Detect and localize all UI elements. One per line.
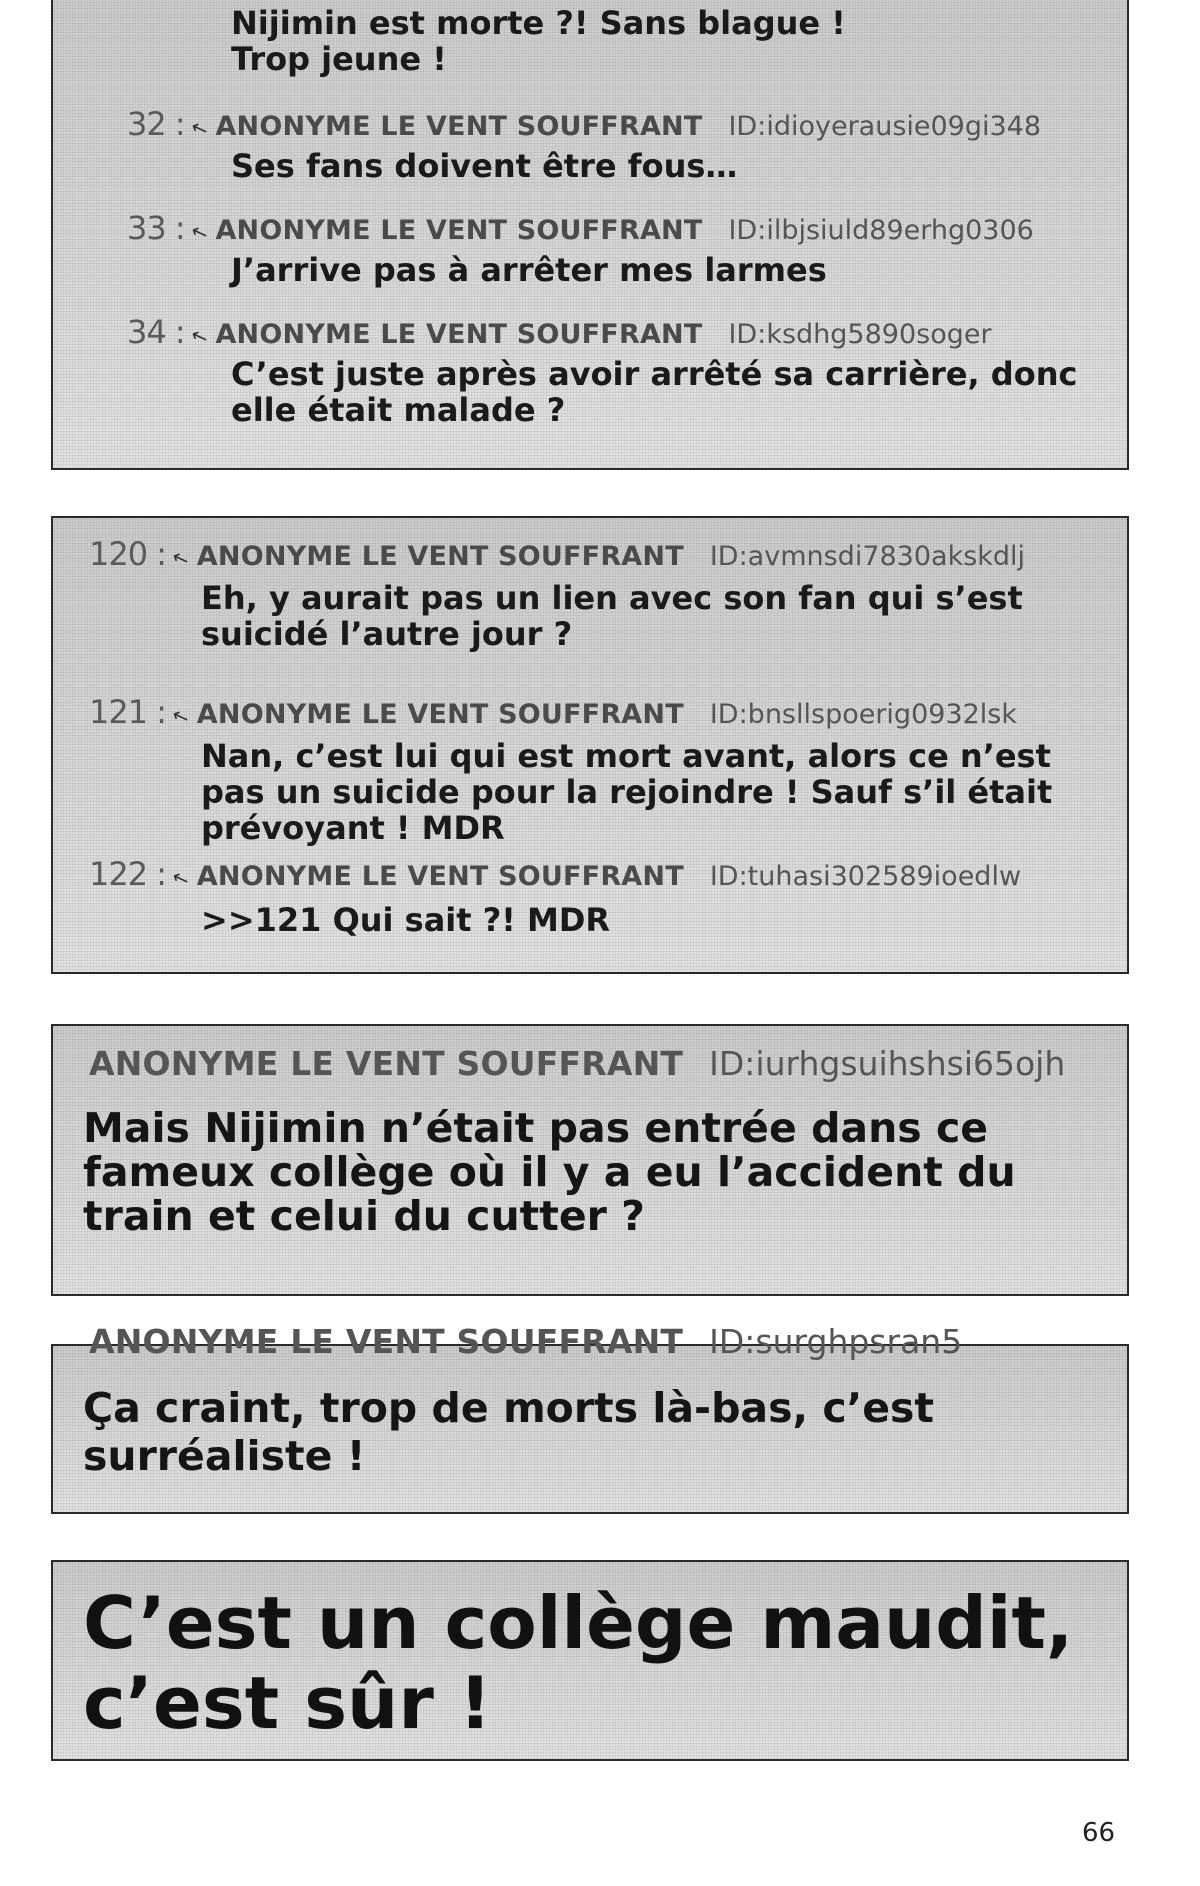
poster-id: ID:iurhgsuihshsi65ojh [709,1044,1066,1083]
poster-name: ANONYME LE VENT SOUFFRANT [196,699,684,730]
message-line: surréaliste ! [83,1432,366,1480]
post-header [127,313,992,352]
post-number: 32 : [127,105,185,143]
message-line: J’arrive pas à arrêter mes larmes [231,251,827,289]
reply-arrow-icon[interactable]: ↖ [168,863,193,893]
message-line: train et celui du cutter ? [83,1192,645,1240]
reply-arrow-icon[interactable]: ↖ [187,217,212,247]
post-header [127,105,1042,144]
comment-panel-4 [51,1322,1129,1514]
poster-name: ANONYME LE VENT SOUFFRANT [215,319,703,350]
post-number: 33 : [127,209,185,247]
message-line: C’est juste après avoir arrêté sa carrière, donc [231,355,1078,393]
post-header [89,1044,1065,1084]
post-number: 120 : [89,535,167,573]
poster-id: ID:ksdhg5890soger [728,319,992,350]
poster-id: ID:bnsllspoerig0932lsk [709,699,1017,730]
post-header [89,535,1026,574]
message-line: C’est un collège maudit, [83,1581,1074,1665]
message-line: c’est sûr ! [83,1661,492,1745]
comment-panel-3 [51,1024,1129,1296]
message-line: >>121 Qui sait ?! MDR [201,901,611,939]
message-line: prévoyant ! MDR [201,809,505,847]
reply-arrow-icon[interactable]: ↖ [168,701,193,731]
message-line: Eh, y aurait pas un lien avec son fan qui s’est [201,579,1023,617]
poster-name: ANONYME LE VENT SOUFFRANT [196,861,684,892]
poster-name: ANONYME LE VENT SOUFFRANT [196,541,684,572]
poster-id: ID:ilbjsiuld89erhg0306 [728,215,1034,246]
message-line: Trop jeune ! [231,40,447,78]
poster-name: ANONYME LE VENT SOUFFRANT [89,1044,684,1083]
post-header [127,209,1034,248]
page-number: 66 [1082,1818,1116,1848]
reply-arrow-icon[interactable]: ↖ [187,113,212,143]
poster-id: ID:idioyerausie09gi348 [728,111,1042,142]
message-line: fameux collège où il y a eu l’accident du [83,1148,1016,1196]
message-line: elle était malade ? [231,391,566,429]
poster-id: ID:tuhasi302589ioedlw [709,861,1022,892]
post-header [89,1322,962,1362]
poster-name: ANONYME LE VENT SOUFFRANT [215,215,703,246]
poster-name: ANONYME LE VENT SOUFFRANT [89,1322,684,1361]
message-line: Nan, c’est lui qui est mort avant, alors ce n’est [201,737,1051,775]
post-number: 121 : [89,693,167,731]
poster-id: ID:avmnsdi7830akskdlj [709,541,1026,572]
message-line: suicidé l’autre jour ? [201,615,573,653]
message-line: Nijimin est morte ?! Sans blague ! [231,4,846,42]
message-line: Mais Nijimin n’était pas entrée dans ce [83,1104,989,1152]
comment-panel-1 [51,0,1129,470]
reply-arrow-icon[interactable]: ↖ [168,543,193,573]
message-line: pas un suicide pour la rejoindre ! Sauf s’il était [201,773,1053,811]
poster-name: ANONYME LE VENT SOUFFRANT [215,111,703,142]
post-number: 34 : [127,313,185,351]
comment-panel-2 [51,516,1129,974]
post-header [89,693,1017,732]
poster-id: ID:surghpsran5 [709,1322,963,1361]
post-header [89,855,1022,894]
comment-panel-5 [51,1560,1129,1761]
message-line: Ses fans doivent être fous… [231,147,738,185]
post-number: 122 : [89,855,167,893]
reply-arrow-icon[interactable]: ↖ [187,321,212,351]
message-line: Ça craint, trop de morts là-bas, c’est [83,1384,935,1432]
